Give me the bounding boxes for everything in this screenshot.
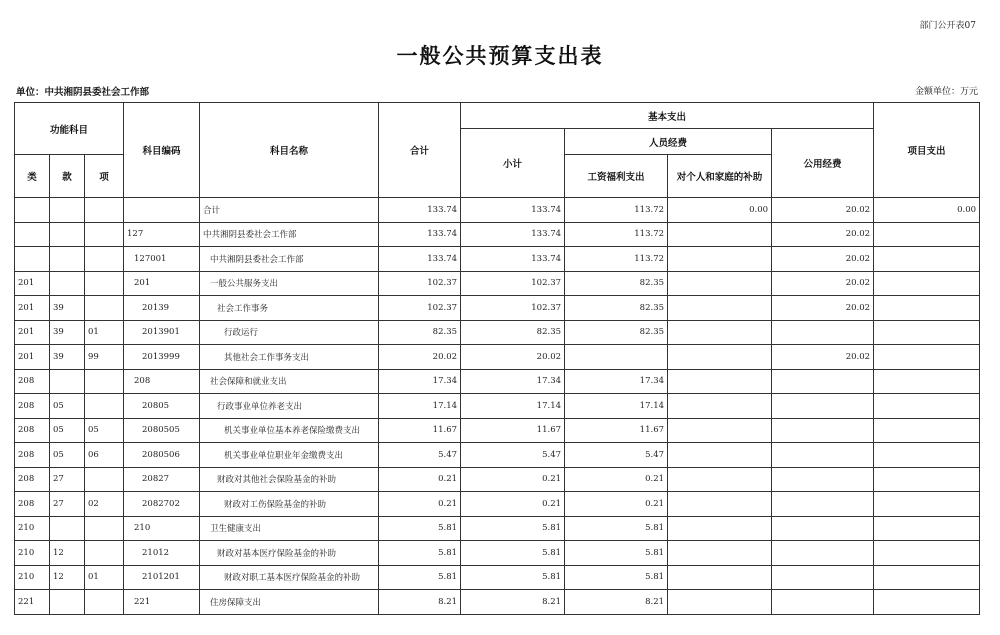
- subsidy-cell: [668, 247, 772, 272]
- kuan-cell: [50, 271, 85, 296]
- kuan-cell: 39: [50, 320, 85, 345]
- table-row: [15, 467, 980, 492]
- project-cell: [874, 467, 980, 492]
- name-cell: 财政对职工基本医疗保险基金的补助: [200, 565, 379, 590]
- kuan-cell: 27: [50, 492, 85, 517]
- salary-cell: 5.81: [565, 541, 668, 566]
- subtotal-cell: 133.74: [461, 198, 565, 223]
- code-cell: 221: [124, 590, 200, 615]
- xiang-cell: [85, 247, 124, 272]
- public-cell: [772, 394, 874, 419]
- subtotal-cell: 5.47: [461, 443, 565, 468]
- table-row: [15, 247, 980, 272]
- subsidy-header: 对个人和家庭的补助: [668, 155, 772, 198]
- code-cell: 21012: [124, 541, 200, 566]
- name-cell: 机关事业单位职业年金缴费支出: [200, 443, 379, 468]
- kuan-header: 款: [50, 155, 85, 198]
- lei-cell: 208: [15, 418, 50, 443]
- xiang-header: 项: [85, 155, 124, 198]
- salary-cell: 17.34: [565, 369, 668, 394]
- subtotal-cell: 5.81: [461, 516, 565, 541]
- lei-header: 类: [15, 155, 50, 198]
- total-cell: 5.47: [379, 443, 461, 468]
- table-row: [15, 198, 980, 223]
- subsidy-cell: [668, 394, 772, 419]
- project-cell: [874, 369, 980, 394]
- total-cell: 11.67: [379, 418, 461, 443]
- lei-cell: [15, 247, 50, 272]
- code-cell: [124, 198, 200, 223]
- salary-cell: 82.35: [565, 271, 668, 296]
- public-cell: [772, 369, 874, 394]
- lei-cell: 201: [15, 345, 50, 370]
- subsidy-cell: [668, 271, 772, 296]
- public-cell: [772, 418, 874, 443]
- total-cell: 20.02: [379, 345, 461, 370]
- name-header: 科目名称: [200, 103, 379, 198]
- subsidy-cell: [668, 590, 772, 615]
- lei-cell: 208: [15, 467, 50, 492]
- kuan-cell: [50, 369, 85, 394]
- xiang-cell: 01: [85, 565, 124, 590]
- name-cell: 中共湘阴县委社会工作部: [200, 222, 379, 247]
- subtotal-cell: 5.81: [461, 541, 565, 566]
- table-row: [15, 320, 980, 345]
- table-row: [15, 271, 980, 296]
- total-cell: 133.74: [379, 198, 461, 223]
- table-row: [15, 443, 980, 468]
- xiang-cell: 06: [85, 443, 124, 468]
- total-cell: 0.21: [379, 467, 461, 492]
- total-cell: 5.81: [379, 541, 461, 566]
- project-cell: [874, 394, 980, 419]
- xiang-cell: [85, 394, 124, 419]
- lei-cell: 208: [15, 394, 50, 419]
- name-cell: 社会保障和就业支出: [200, 369, 379, 394]
- kuan-cell: 27: [50, 467, 85, 492]
- salary-cell: 0.21: [565, 467, 668, 492]
- xiang-cell: [85, 541, 124, 566]
- lei-cell: 201: [15, 320, 50, 345]
- project-cell: [874, 541, 980, 566]
- form-number: 部门公开表07: [919, 21, 976, 31]
- subtotal-cell: 17.14: [461, 394, 565, 419]
- public-cell: [772, 590, 874, 615]
- public-expense-header: 公用经费: [772, 129, 874, 198]
- salary-cell: 113.72: [565, 222, 668, 247]
- salary-cell: 113.72: [565, 198, 668, 223]
- salary-cell: 82.35: [565, 296, 668, 321]
- project-cell: [874, 565, 980, 590]
- xiang-cell: [85, 271, 124, 296]
- public-cell: 20.02: [772, 345, 874, 370]
- project-cell: [874, 345, 980, 370]
- subsidy-cell: [668, 443, 772, 468]
- subtotal-cell: 102.37: [461, 296, 565, 321]
- name-cell: 行政运行: [200, 320, 379, 345]
- project-cell: [874, 443, 980, 468]
- public-cell: [772, 443, 874, 468]
- public-cell: [772, 467, 874, 492]
- name-cell: 中共湘阴县委社会工作部: [200, 247, 379, 272]
- public-cell: 20.02: [772, 271, 874, 296]
- lei-cell: 221: [15, 590, 50, 615]
- name-cell: 财政对工伤保险基金的补助: [200, 492, 379, 517]
- xiang-cell: [85, 222, 124, 247]
- code-header: 科目编码: [124, 103, 200, 198]
- xiang-cell: [85, 296, 124, 321]
- table-row: [15, 418, 980, 443]
- table-row: [15, 516, 980, 541]
- public-cell: 20.02: [772, 222, 874, 247]
- public-cell: [772, 565, 874, 590]
- kuan-cell: [50, 590, 85, 615]
- xiang-cell: [85, 369, 124, 394]
- code-cell: 2013999: [124, 345, 200, 370]
- salary-cell: 5.81: [565, 565, 668, 590]
- subtotal-header: 小计: [461, 129, 565, 198]
- total-header: 合计: [379, 103, 461, 198]
- subtotal-cell: 133.74: [461, 247, 565, 272]
- total-cell: 17.34: [379, 369, 461, 394]
- subsidy-cell: [668, 516, 772, 541]
- lei-cell: 208: [15, 443, 50, 468]
- table-row: [15, 565, 980, 590]
- code-cell: 210: [124, 516, 200, 541]
- subsidy-cell: [668, 320, 772, 345]
- kuan-cell: 12: [50, 565, 85, 590]
- subtotal-cell: 0.21: [461, 492, 565, 517]
- salary-cell: 11.67: [565, 418, 668, 443]
- code-cell: 20827: [124, 467, 200, 492]
- total-cell: 82.35: [379, 320, 461, 345]
- xiang-cell: [85, 590, 124, 615]
- name-cell: 财政对其他社会保险基金的补助: [200, 467, 379, 492]
- project-cell: [874, 492, 980, 517]
- table-row: [15, 296, 980, 321]
- subtotal-cell: 20.02: [461, 345, 565, 370]
- xiang-cell: 05: [85, 418, 124, 443]
- total-cell: 5.81: [379, 565, 461, 590]
- code-cell: 2013901: [124, 320, 200, 345]
- xiang-cell: [85, 198, 124, 223]
- salary-cell: 5.81: [565, 516, 668, 541]
- salary-cell: 113.72: [565, 247, 668, 272]
- name-cell: 社会工作事务: [200, 296, 379, 321]
- kuan-cell: 39: [50, 296, 85, 321]
- public-cell: [772, 516, 874, 541]
- subtotal-cell: 102.37: [461, 271, 565, 296]
- subtotal-cell: 5.81: [461, 565, 565, 590]
- project-cell: [874, 590, 980, 615]
- public-cell: [772, 541, 874, 566]
- subtotal-cell: 133.74: [461, 222, 565, 247]
- table-row: [15, 222, 980, 247]
- code-cell: 201: [124, 271, 200, 296]
- project-cell: [874, 516, 980, 541]
- kuan-cell: [50, 516, 85, 541]
- lei-cell: [15, 198, 50, 223]
- lei-cell: 210: [15, 541, 50, 566]
- table-row: [15, 369, 980, 394]
- lei-cell: 208: [15, 492, 50, 517]
- subsidy-cell: [668, 418, 772, 443]
- public-cell: 20.02: [772, 198, 874, 223]
- name-cell: 卫生健康支出: [200, 516, 379, 541]
- subtotal-cell: 17.34: [461, 369, 565, 394]
- project-cell: [874, 222, 980, 247]
- budget-table: [14, 102, 980, 615]
- subsidy-cell: [668, 296, 772, 321]
- project-cell: [874, 271, 980, 296]
- total-cell: 133.74: [379, 222, 461, 247]
- page-title: 一般公共预算支出表: [396, 43, 604, 68]
- table-row: [15, 590, 980, 615]
- subsidy-cell: [668, 345, 772, 370]
- personnel-expense-header: 人员经费: [565, 129, 772, 155]
- salary-cell: [565, 345, 668, 370]
- salary-cell: 0.21: [565, 492, 668, 517]
- public-cell: [772, 492, 874, 517]
- kuan-cell: 12: [50, 541, 85, 566]
- xiang-cell: 01: [85, 320, 124, 345]
- salary-cell: 17.14: [565, 394, 668, 419]
- func-subject-header: 功能科目: [15, 103, 124, 155]
- project-cell: [874, 418, 980, 443]
- lei-cell: 210: [15, 565, 50, 590]
- table-body: [15, 198, 980, 615]
- subtotal-cell: 8.21: [461, 590, 565, 615]
- total-cell: 102.37: [379, 271, 461, 296]
- kuan-cell: 39: [50, 345, 85, 370]
- code-cell: 2101201: [124, 565, 200, 590]
- subtotal-cell: 11.67: [461, 418, 565, 443]
- code-cell: 208: [124, 369, 200, 394]
- name-cell: 机关事业单位基本养老保险缴费支出: [200, 418, 379, 443]
- kuan-cell: 05: [50, 443, 85, 468]
- lei-cell: 201: [15, 271, 50, 296]
- xiang-cell: [85, 516, 124, 541]
- total-cell: 17.14: [379, 394, 461, 419]
- basic-expense-header: 基本支出: [461, 103, 874, 129]
- kuan-cell: [50, 247, 85, 272]
- name-cell: 行政事业单位养老支出: [200, 394, 379, 419]
- salary-cell: 5.47: [565, 443, 668, 468]
- salary-cell: 82.35: [565, 320, 668, 345]
- lei-cell: 208: [15, 369, 50, 394]
- code-cell: 127001: [124, 247, 200, 272]
- project-cell: [874, 296, 980, 321]
- public-cell: [772, 320, 874, 345]
- name-cell: 其他社会工作事务支出: [200, 345, 379, 370]
- project-cell: [874, 247, 980, 272]
- salary-header: 工资福利支出: [565, 155, 668, 198]
- subsidy-cell: [668, 467, 772, 492]
- unit-label: 单位：中共湘阴县委社会工作部: [16, 87, 150, 98]
- salary-cell: 8.21: [565, 590, 668, 615]
- public-cell: 20.02: [772, 247, 874, 272]
- table-row: [15, 492, 980, 517]
- subtotal-cell: 0.21: [461, 467, 565, 492]
- lei-cell: [15, 222, 50, 247]
- table-header: [15, 103, 980, 198]
- name-cell: 一般公共服务支出: [200, 271, 379, 296]
- amount-unit-label: 金额单位：万元: [914, 87, 978, 97]
- kuan-cell: 05: [50, 394, 85, 419]
- code-cell: 2080506: [124, 443, 200, 468]
- subtotal-cell: 82.35: [461, 320, 565, 345]
- project-cell: 0.00: [874, 198, 980, 223]
- table-row: [15, 345, 980, 370]
- name-cell: 住房保障支出: [200, 590, 379, 615]
- code-cell: 127: [124, 222, 200, 247]
- kuan-cell: [50, 222, 85, 247]
- code-cell: 2082702: [124, 492, 200, 517]
- project-cell: [874, 320, 980, 345]
- subsidy-cell: [668, 492, 772, 517]
- project-expense-header: 项目支出: [874, 103, 980, 198]
- code-cell: 20139: [124, 296, 200, 321]
- total-cell: 8.21: [379, 590, 461, 615]
- public-cell: 20.02: [772, 296, 874, 321]
- kuan-cell: [50, 198, 85, 223]
- lei-cell: 201: [15, 296, 50, 321]
- code-cell: 2080505: [124, 418, 200, 443]
- total-cell: 5.81: [379, 516, 461, 541]
- kuan-cell: 05: [50, 418, 85, 443]
- subsidy-cell: [668, 541, 772, 566]
- subsidy-cell: [668, 565, 772, 590]
- name-cell: 财政对基本医疗保险基金的补助: [200, 541, 379, 566]
- total-cell: 133.74: [379, 247, 461, 272]
- table-row: [15, 541, 980, 566]
- xiang-cell: 02: [85, 492, 124, 517]
- subsidy-cell: [668, 369, 772, 394]
- xiang-cell: 99: [85, 345, 124, 370]
- total-cell: 0.21: [379, 492, 461, 517]
- subsidy-cell: 0.00: [668, 198, 772, 223]
- lei-cell: 210: [15, 516, 50, 541]
- name-cell: 合计: [200, 198, 379, 223]
- code-cell: 20805: [124, 394, 200, 419]
- subsidy-cell: [668, 222, 772, 247]
- xiang-cell: [85, 467, 124, 492]
- total-cell: 102.37: [379, 296, 461, 321]
- table-row: [15, 394, 980, 419]
